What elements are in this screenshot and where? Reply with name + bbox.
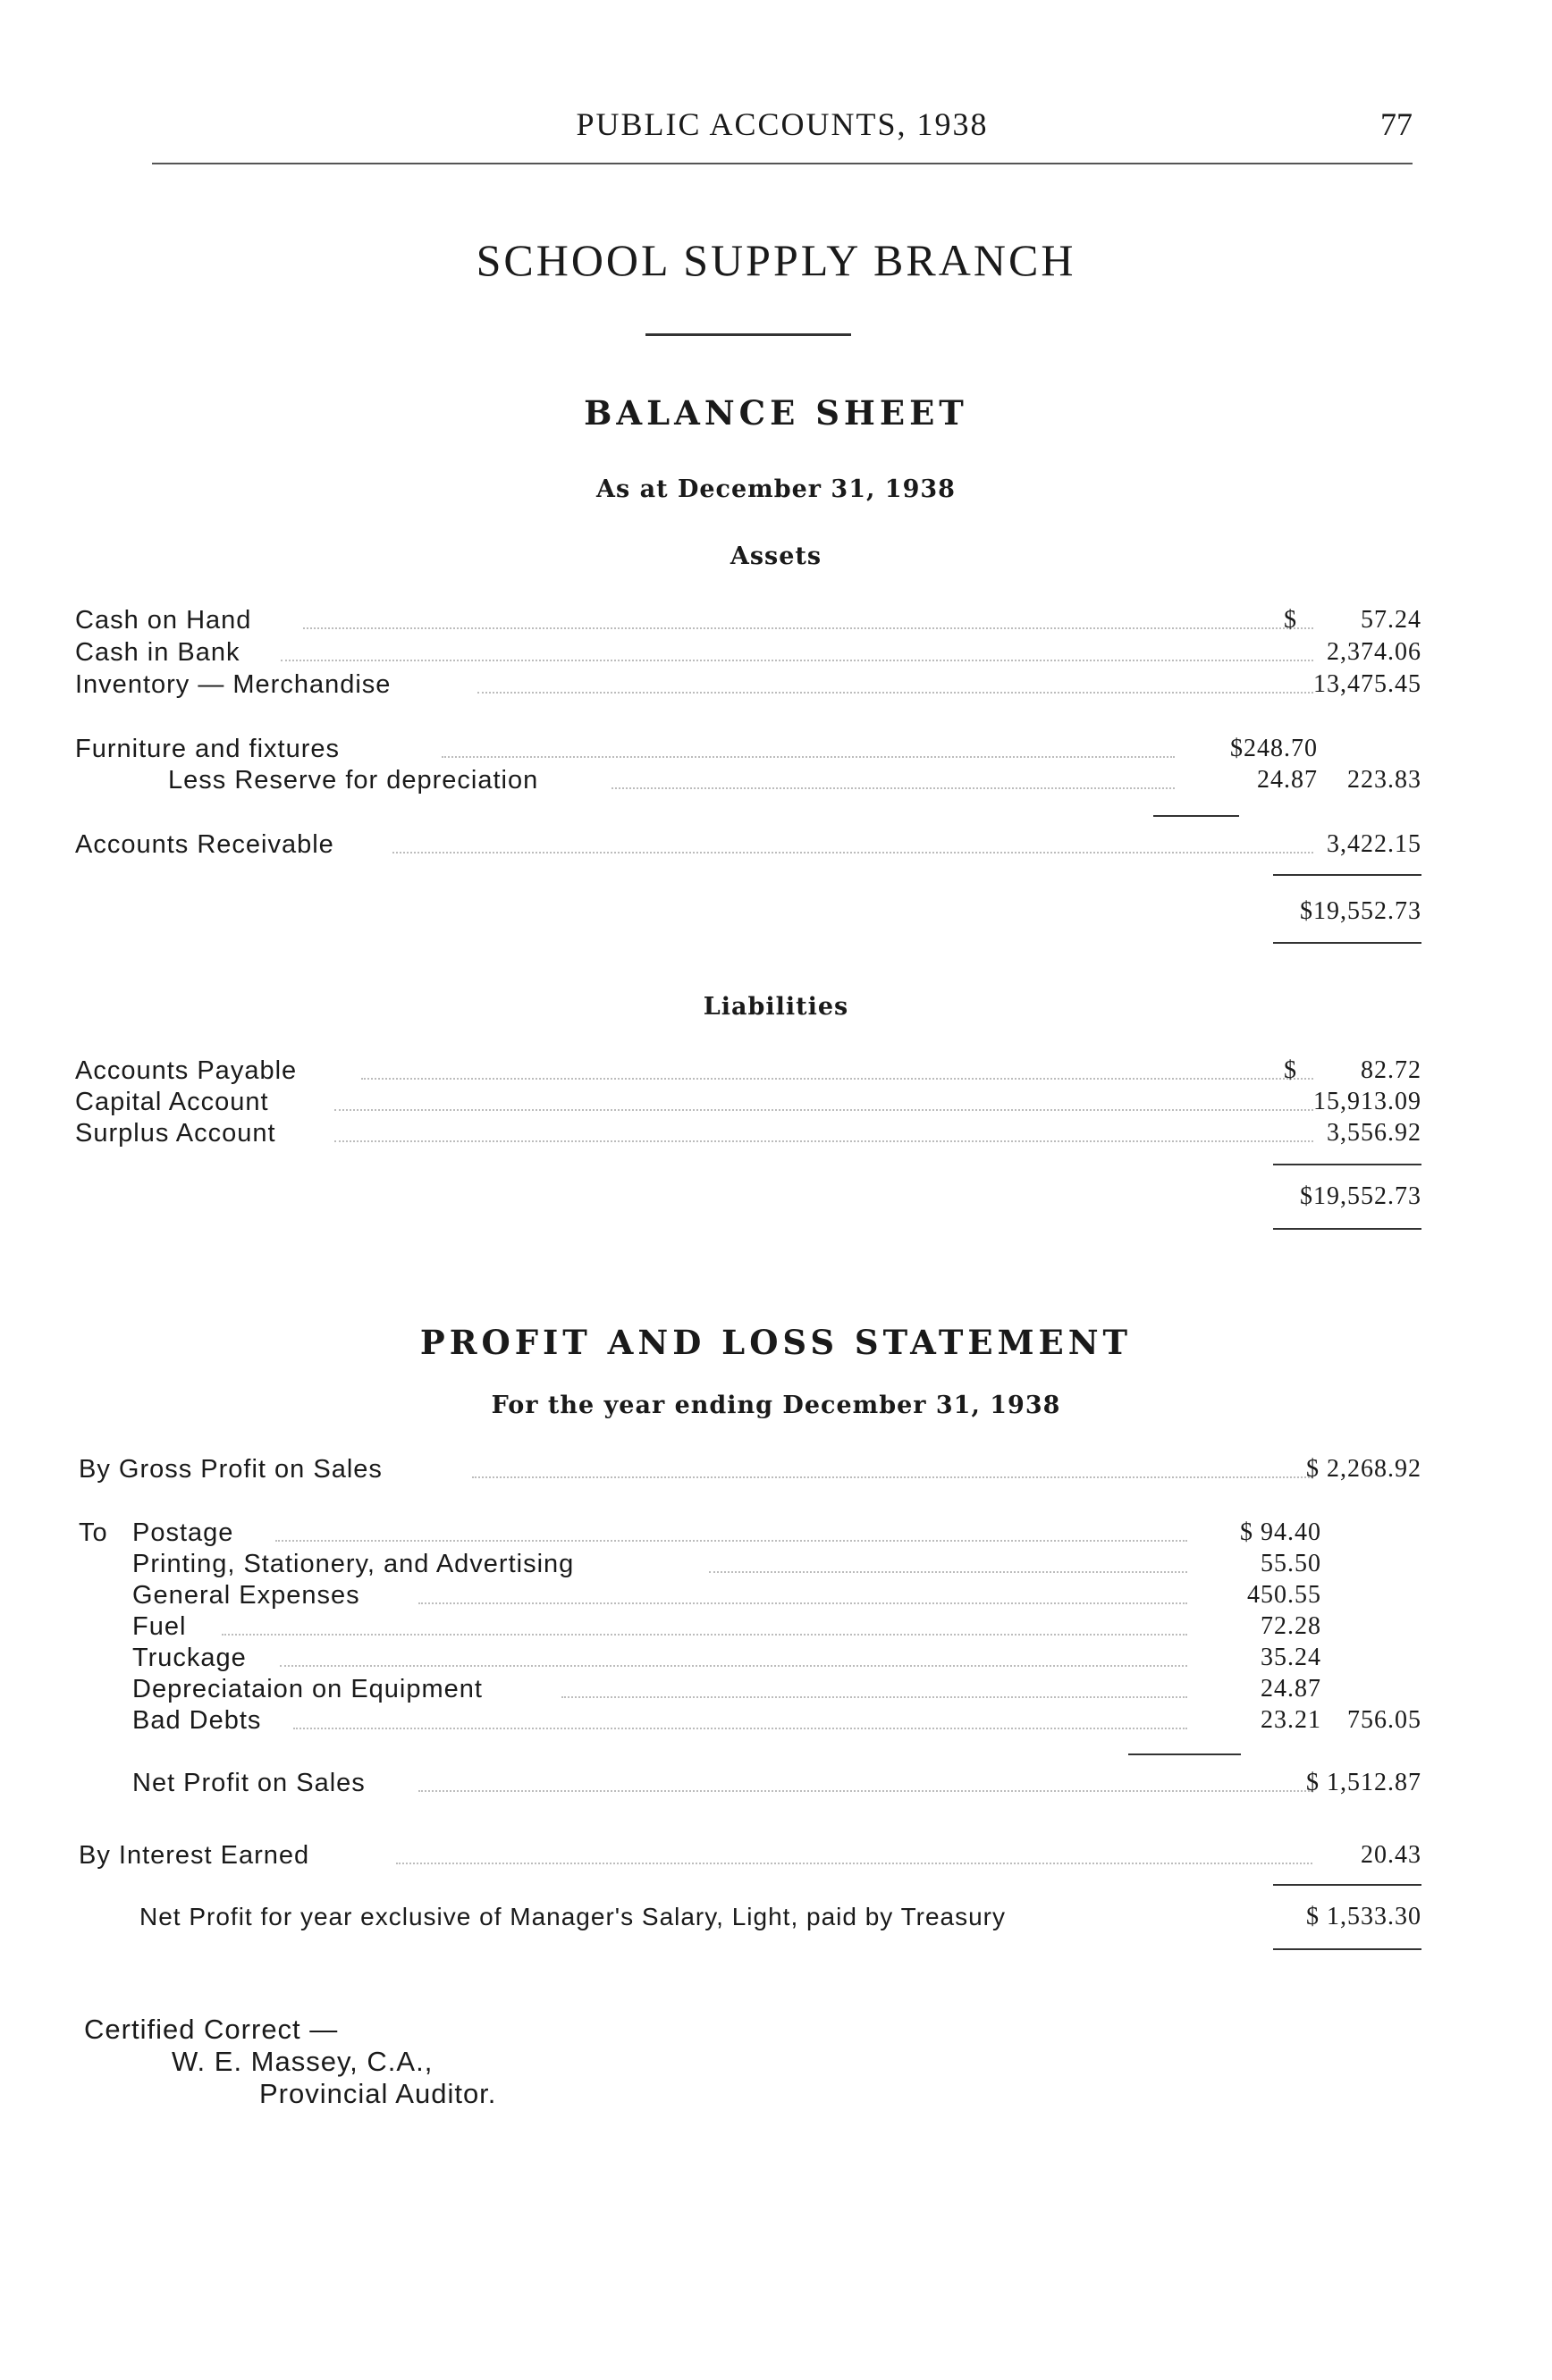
liabilities-heading: Liabilities (703, 993, 849, 1021)
asset-amount: 13,475.45 (1313, 670, 1421, 698)
expense-label: General Expenses (132, 1581, 360, 1610)
leader-dots (709, 1548, 1187, 1573)
expense-amount: 450.55 (1247, 1581, 1321, 1609)
expense-row (79, 1517, 1421, 1549)
furniture-label: Furniture and fixtures (75, 735, 341, 763)
net-year-row (139, 1901, 1421, 1933)
total-double-rule (1273, 1228, 1421, 1230)
asset-amount: 2,374.06 (1327, 638, 1421, 666)
page-number: 77 (1380, 106, 1413, 142)
net-sales-amount: $ 1,512.87 (1306, 1769, 1421, 1796)
assets-heading: Assets (730, 542, 822, 570)
net-year-amount: $ 1,533.30 (1306, 1903, 1421, 1930)
net-furniture-amount: 223.83 (1347, 766, 1421, 794)
assets-total: $19,552.73 (1300, 897, 1421, 925)
leader-dots (612, 764, 1175, 789)
certification-line: Certified Correct — (84, 2014, 339, 2045)
net-sales-row (132, 1767, 1421, 1799)
liabilities-total-row (75, 1181, 1421, 1213)
pl-title: PROFIT AND LOSS STATEMENT (419, 1323, 1133, 1362)
leader-dots (477, 669, 1313, 694)
asset-row (75, 636, 1421, 669)
balance-sheet-title: BALANCE SHEET (584, 393, 968, 433)
leader-dots (334, 1086, 1313, 1111)
net-sales-label: Net Profit on Sales (132, 1769, 366, 1797)
leader-dots (418, 1767, 1312, 1792)
assets-total-row (75, 896, 1421, 928)
interest-amount: 20.43 (1361, 1841, 1421, 1869)
reserve-amount: 24.87 (1257, 766, 1318, 794)
total-rule (1273, 1164, 1421, 1165)
expense-row (79, 1610, 1421, 1643)
liability-row (75, 1117, 1421, 1149)
receivable-amount: 3,422.15 (1327, 830, 1421, 858)
expense-row (79, 1548, 1421, 1580)
liability-label: Accounts Payable (75, 1056, 298, 1085)
subtotal-rule (1153, 815, 1239, 817)
expense-amount: 55.50 (1261, 1550, 1321, 1577)
main-title: SCHOOL SUPPLY BRANCH (476, 235, 1076, 285)
expense-label: Printing, Stationery, and Advertising (132, 1550, 575, 1578)
expense-label: Postage (132, 1518, 234, 1547)
running-title: PUBLIC ACCOUNTS, 1938 (576, 106, 989, 142)
expense-label: Truckage (132, 1644, 247, 1672)
liability-row (75, 1055, 1421, 1087)
gross-profit-label: By Gross Profit on Sales (79, 1455, 383, 1484)
interest-row (79, 1839, 1421, 1871)
total-double-rule (1273, 942, 1421, 944)
leader-dots (222, 1610, 1187, 1636)
leader-dots (281, 636, 1313, 661)
gross-profit-amount: $ 2,268.92 (1306, 1455, 1421, 1483)
expense-label: Depreciataion on Equipment (132, 1675, 483, 1703)
page-header (152, 105, 1413, 148)
gross-profit-row (79, 1453, 1421, 1485)
expense-prefix: To (79, 1518, 108, 1547)
expense-amount: 72.28 (1261, 1612, 1321, 1640)
leader-dots (334, 1117, 1313, 1142)
auditor-name: W. E. Massey, C.A., (172, 2046, 434, 2077)
auditor-title: Provincial Auditor. (259, 2078, 497, 2109)
leader-dots (442, 733, 1175, 758)
asset-amount: 57.24 (1361, 606, 1421, 634)
reserve-row (75, 764, 1421, 796)
net-year-label: Net Profit for year exclusive of Manager's Salary, Light, paid by Treasury (139, 1903, 1007, 1930)
reserve-label: Less Reserve for depreciation (168, 766, 539, 795)
expense-row (79, 1673, 1421, 1705)
title-rule (645, 333, 851, 336)
liability-label: Capital Account (75, 1088, 269, 1116)
asset-label: Cash in Bank (75, 638, 240, 667)
leader-dots (472, 1453, 1312, 1478)
expenses-total: 756.05 (1347, 1706, 1421, 1734)
asset-row (75, 669, 1421, 701)
expense-label: Fuel (132, 1612, 187, 1641)
pl-date: For the year ending December 31, 1938 (491, 1392, 1061, 1419)
expense-amount: 35.24 (1261, 1644, 1321, 1671)
furniture-row (75, 733, 1421, 765)
liability-row (75, 1086, 1421, 1118)
leader-dots (392, 828, 1313, 854)
liability-amount: 3,556.92 (1327, 1119, 1421, 1147)
dollar-sign: $ (1284, 1056, 1297, 1084)
balance-sheet-date: As at December 31, 1938 (596, 475, 956, 503)
leader-dots (293, 1704, 1187, 1729)
expense-amount: $ 94.40 (1240, 1518, 1321, 1546)
expense-row (79, 1642, 1421, 1674)
liability-amount: 82.72 (1361, 1056, 1421, 1084)
expense-label: Bad Debts (132, 1706, 262, 1735)
interest-label: By Interest Earned (79, 1841, 310, 1870)
receivable-row (75, 828, 1421, 861)
leader-dots (361, 1055, 1313, 1080)
asset-label: Inventory — Merchandise (75, 670, 392, 699)
subtotal-rule (1128, 1753, 1241, 1755)
receivable-label: Accounts Receivable (75, 830, 334, 859)
leader-dots (275, 1517, 1187, 1542)
asset-label: Cash on Hand (75, 606, 252, 635)
leader-dots (418, 1579, 1187, 1604)
dollar-sign: $ (1284, 606, 1297, 634)
header-rule (152, 163, 1413, 164)
leader-dots (396, 1839, 1312, 1864)
total-double-rule (1273, 1948, 1421, 1950)
leader-dots (303, 604, 1313, 629)
expense-amount: 23.21 (1261, 1706, 1321, 1734)
leader-dots (561, 1673, 1187, 1698)
liabilities-total: $19,552.73 (1300, 1182, 1421, 1210)
liability-amount: 15,913.09 (1313, 1088, 1421, 1115)
expense-row (79, 1704, 1421, 1737)
total-rule (1273, 1884, 1421, 1886)
expense-amount: 24.87 (1261, 1675, 1321, 1703)
liability-label: Surplus Account (75, 1119, 276, 1148)
leader-dots (280, 1642, 1187, 1667)
asset-row (75, 604, 1421, 636)
furniture-amount: $248.70 (1230, 735, 1318, 762)
total-rule (1273, 874, 1421, 876)
expense-row (79, 1579, 1421, 1611)
